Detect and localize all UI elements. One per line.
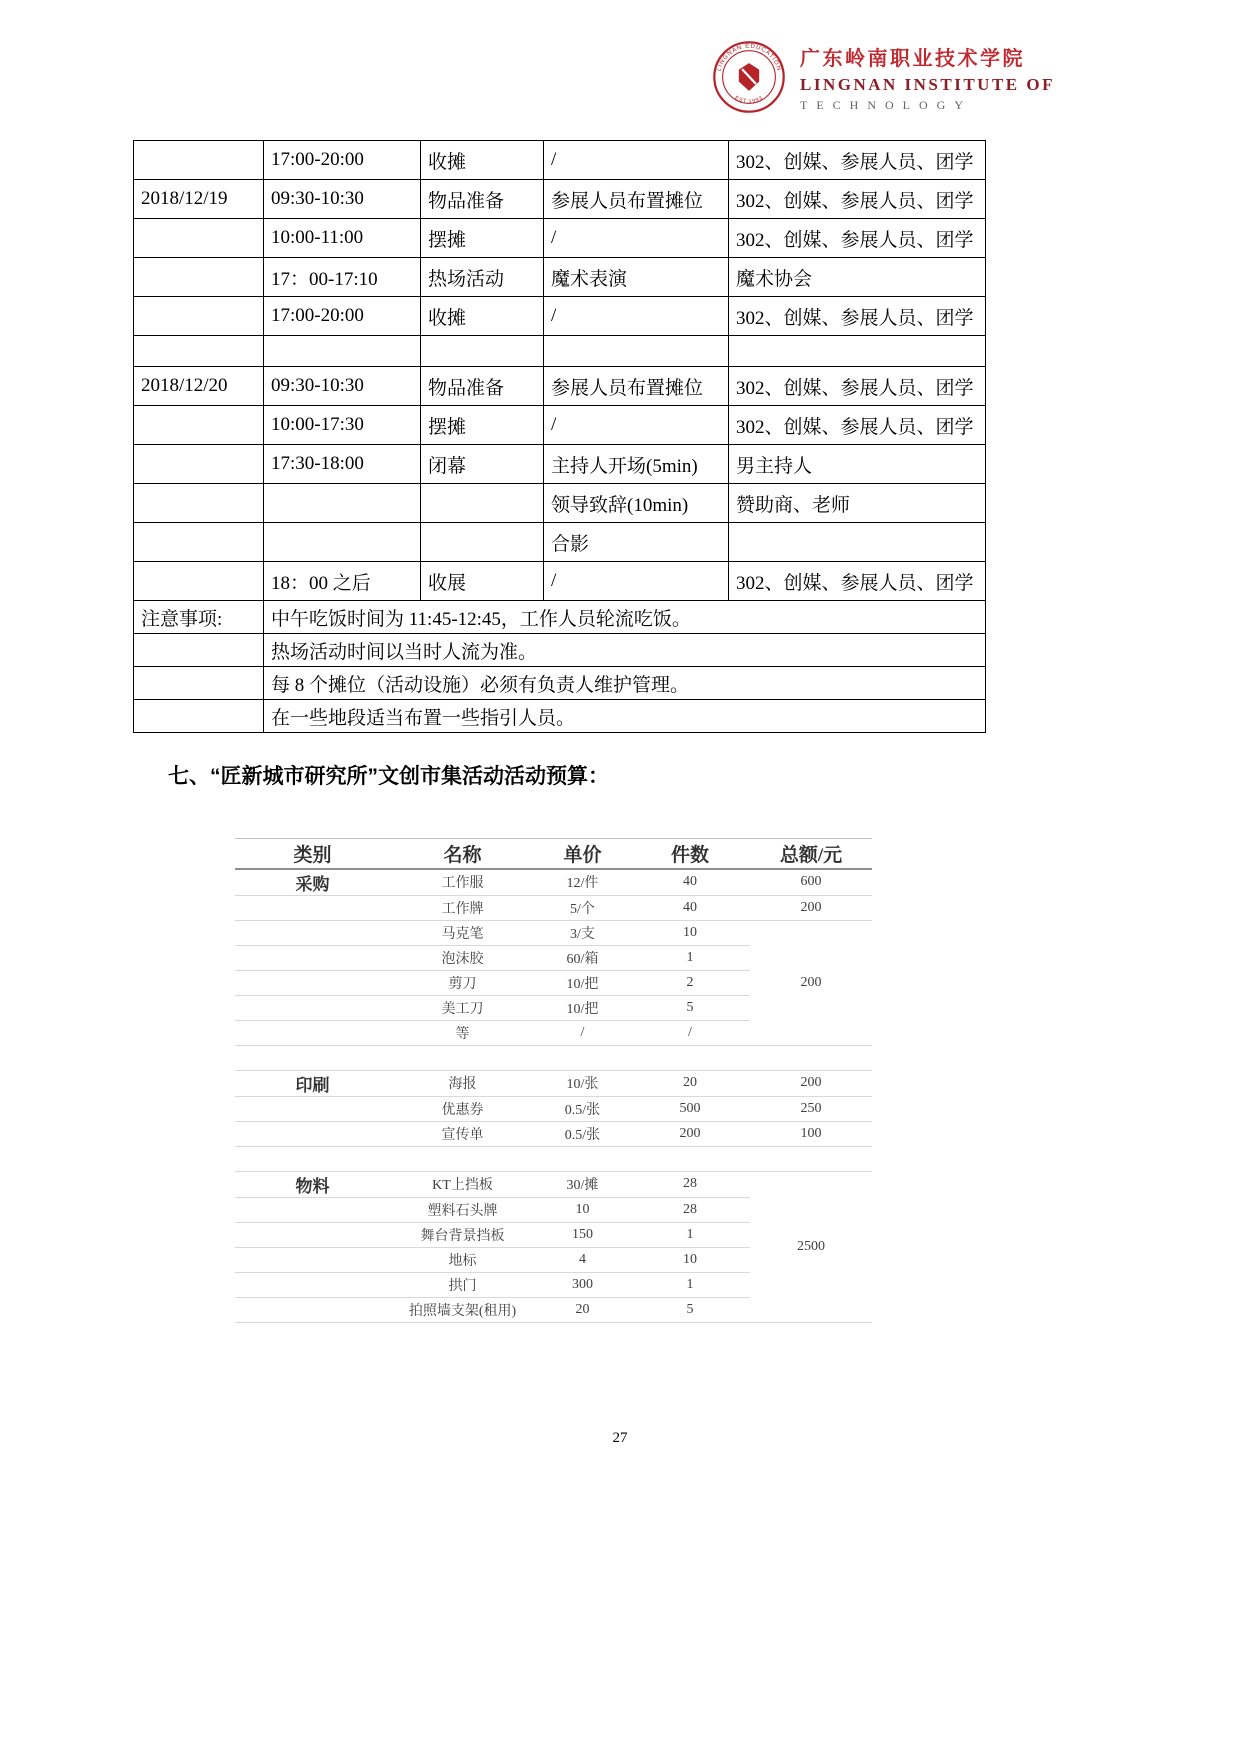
table-cell	[421, 336, 544, 367]
table-cell: 工作服	[390, 869, 535, 896]
table-cell: 男主持人	[729, 445, 986, 484]
table-cell: 10/张	[535, 1070, 630, 1096]
table-cell: 20	[535, 1297, 630, 1322]
table-cell	[535, 1045, 630, 1070]
table-cell: 拍照墙支架(租用)	[390, 1297, 535, 1322]
table-cell: 28	[630, 1197, 750, 1222]
table-cell: 海报	[390, 1070, 535, 1096]
column-header: 总额/元	[750, 839, 872, 869]
table-cell: 17：00-17:10	[264, 258, 421, 297]
table-cell: 30/摊	[535, 1171, 630, 1197]
table-cell	[235, 970, 390, 995]
table-cell: 2018/12/19	[134, 180, 264, 219]
table-cell: 10:00-11:00	[264, 219, 421, 258]
table-cell: 赞助商、老师	[729, 484, 986, 523]
table-cell: 参展人员布置摊位	[544, 180, 729, 219]
table-cell: 18：00 之后	[264, 562, 421, 601]
table-cell: 塑料石头牌	[390, 1197, 535, 1222]
table-cell: 5/个	[535, 895, 630, 920]
table-cell	[235, 1272, 390, 1297]
table-cell	[750, 1146, 872, 1171]
table-cell: /	[535, 1020, 630, 1045]
table-cell: 领导致辞(10min)	[544, 484, 729, 523]
table-cell: 摆摊	[421, 406, 544, 445]
schedule-table	[133, 140, 986, 733]
table-cell: 302、创媒、参展人员、团学	[729, 406, 986, 445]
institution-name-cn: 广东岭南职业技术学院	[800, 47, 1025, 70]
table-cell	[264, 484, 421, 523]
table-cell	[134, 484, 264, 523]
table-cell	[729, 336, 986, 367]
table-cell: 200	[750, 895, 872, 920]
table-cell: 10	[535, 1197, 630, 1222]
table-cell: 302、创媒、参展人员、团学	[729, 141, 986, 180]
table-cell	[134, 523, 264, 562]
table-cell	[421, 523, 544, 562]
table-cell: 宣传单	[390, 1121, 535, 1146]
table-cell	[421, 484, 544, 523]
table-cell: 热场活动时间以当时人流为准。	[264, 634, 986, 667]
table-cell: /	[544, 406, 729, 445]
table-cell: 150	[535, 1222, 630, 1247]
seal-ring-top-text: LINGNAN EDUCATION	[715, 42, 783, 72]
table-cell: 5	[630, 1297, 750, 1322]
table-cell	[235, 1146, 390, 1171]
table-cell: 等	[390, 1020, 535, 1045]
table-cell: 09:30-10:30	[264, 180, 421, 219]
table-cell: 10/把	[535, 970, 630, 995]
table-cell	[134, 258, 264, 297]
table-cell: 收摊	[421, 141, 544, 180]
table-cell: 物品准备	[421, 180, 544, 219]
table-cell: 美工刀	[390, 995, 535, 1020]
table-cell: 收展	[421, 562, 544, 601]
table-cell: 热场活动	[421, 258, 544, 297]
table-cell	[630, 1045, 750, 1070]
table-cell: 40	[630, 895, 750, 920]
table-cell	[235, 895, 390, 920]
table-cell: 302、创媒、参展人员、团学	[729, 367, 986, 406]
budget-table	[235, 838, 872, 1323]
table-cell	[630, 1146, 750, 1171]
table-cell: 10:00-17:30	[264, 406, 421, 445]
table-cell: 10	[630, 920, 750, 945]
school-logo-seal-icon	[712, 40, 786, 114]
table-cell	[134, 667, 264, 700]
table-cell	[390, 1146, 535, 1171]
table-cell: KT上挡板	[390, 1171, 535, 1197]
table-cell	[134, 700, 264, 733]
table-cell: 100	[750, 1121, 872, 1146]
table-cell: 工作牌	[390, 895, 535, 920]
table-cell	[134, 141, 264, 180]
table-cell: 2500	[750, 1171, 872, 1322]
table-cell: 主持人开场(5min)	[544, 445, 729, 484]
institution-name-en-line1: LINGNAN INSTITUTE OF	[800, 74, 1055, 94]
table-cell: 40	[630, 869, 750, 896]
table-cell: 302、创媒、参展人员、团学	[729, 562, 986, 601]
table-cell: 泡沫胶	[390, 945, 535, 970]
table-cell	[544, 336, 729, 367]
table-cell: /	[544, 297, 729, 336]
table-cell: 300	[535, 1272, 630, 1297]
institution-name-block	[800, 42, 1055, 113]
table-cell: 5	[630, 995, 750, 1020]
table-cell: /	[544, 219, 729, 258]
table-cell: /	[630, 1020, 750, 1045]
table-cell: 2018/12/20	[134, 367, 264, 406]
table-cell: 参展人员布置摊位	[544, 367, 729, 406]
table-cell	[235, 920, 390, 945]
table-cell: 采购	[235, 869, 390, 896]
section-heading: 七、“匠新城市研究所”文创市集活动活动预算：	[168, 765, 609, 788]
table-cell: 20	[630, 1070, 750, 1096]
table-cell	[750, 1045, 872, 1070]
table-cell: 28	[630, 1171, 750, 1197]
table-cell: 摆摊	[421, 219, 544, 258]
table-cell	[134, 219, 264, 258]
table-cell: 每 8 个摊位（活动设施）必须有负责人维护管理。	[264, 667, 986, 700]
seal-ring-bottom-text: EST.1993	[733, 95, 765, 105]
table-cell: 200	[750, 920, 872, 1045]
table-cell: 中午吃饭时间为 11:45-12:45，工作人员轮流吃饭。	[264, 601, 986, 634]
table-cell: 1	[630, 1222, 750, 1247]
table-cell: 0.5/张	[535, 1121, 630, 1146]
page-number: 27	[612, 1430, 628, 1446]
table-cell: 1	[630, 945, 750, 970]
table-cell	[264, 336, 421, 367]
table-cell: 舞台背景挡板	[390, 1222, 535, 1247]
column-header: 类别	[235, 839, 390, 869]
table-cell: 12/件	[535, 869, 630, 896]
table-cell	[535, 1146, 630, 1171]
table-cell: 注意事项:	[134, 601, 264, 634]
table-cell	[264, 523, 421, 562]
table-cell	[235, 995, 390, 1020]
table-cell: 物料	[235, 1171, 390, 1197]
table-cell: 17:00-20:00	[264, 141, 421, 180]
table-cell: 3/支	[535, 920, 630, 945]
table-cell	[134, 336, 264, 367]
table-cell: 魔术协会	[729, 258, 986, 297]
table-cell	[134, 297, 264, 336]
table-cell: /	[544, 562, 729, 601]
table-cell: 302、创媒、参展人员、团学	[729, 297, 986, 336]
table-cell: 收摊	[421, 297, 544, 336]
table-cell: 合影	[544, 523, 729, 562]
table-cell: 302、创媒、参展人员、团学	[729, 180, 986, 219]
table-cell: 0.5/张	[535, 1096, 630, 1121]
table-cell	[235, 945, 390, 970]
table-cell: 10/把	[535, 995, 630, 1020]
table-cell	[235, 1222, 390, 1247]
table-cell: 302、创媒、参展人员、团学	[729, 219, 986, 258]
table-cell	[235, 1121, 390, 1146]
table-cell: /	[544, 141, 729, 180]
table-cell	[134, 562, 264, 601]
column-header: 单价	[535, 839, 630, 869]
table-cell	[729, 523, 986, 562]
table-cell: 物品准备	[421, 367, 544, 406]
table-cell: 拱门	[390, 1272, 535, 1297]
institution-name-en-line2: TECHNOLOGY	[800, 97, 972, 112]
column-header: 名称	[390, 839, 535, 869]
table-cell: 地标	[390, 1247, 535, 1272]
table-cell: 4	[535, 1247, 630, 1272]
table-cell	[134, 634, 264, 667]
table-cell	[235, 1247, 390, 1272]
table-cell	[134, 445, 264, 484]
table-cell: 2	[630, 970, 750, 995]
column-header: 件数	[630, 839, 750, 869]
table-cell: 200	[750, 1070, 872, 1096]
table-cell: 09:30-10:30	[264, 367, 421, 406]
table-cell: 17:00-20:00	[264, 297, 421, 336]
table-cell: 10	[630, 1247, 750, 1272]
table-cell: 17:30-18:00	[264, 445, 421, 484]
table-cell: 600	[750, 869, 872, 896]
svg-text:EST.1993	[734, 95, 765, 105]
table-cell	[235, 1045, 390, 1070]
table-cell: 优惠券	[390, 1096, 535, 1121]
table-cell: 闭幕	[421, 445, 544, 484]
table-cell: 魔术表演	[544, 258, 729, 297]
table-cell: 60/箱	[535, 945, 630, 970]
table-cell	[235, 1197, 390, 1222]
table-cell: 500	[630, 1096, 750, 1121]
table-cell: 250	[750, 1096, 872, 1121]
table-cell	[134, 406, 264, 445]
table-cell: 剪刀	[390, 970, 535, 995]
table-cell	[235, 1020, 390, 1045]
table-cell	[390, 1045, 535, 1070]
table-cell: 1	[630, 1272, 750, 1297]
table-cell: 200	[630, 1121, 750, 1146]
table-cell: 马克笔	[390, 920, 535, 945]
document-header	[712, 40, 1055, 114]
seal-emblem-icon	[739, 63, 759, 91]
table-cell	[235, 1096, 390, 1121]
table-cell	[235, 1297, 390, 1322]
table-cell: 在一些地段适当布置一些指引人员。	[264, 700, 986, 733]
table-cell: 印刷	[235, 1070, 390, 1096]
